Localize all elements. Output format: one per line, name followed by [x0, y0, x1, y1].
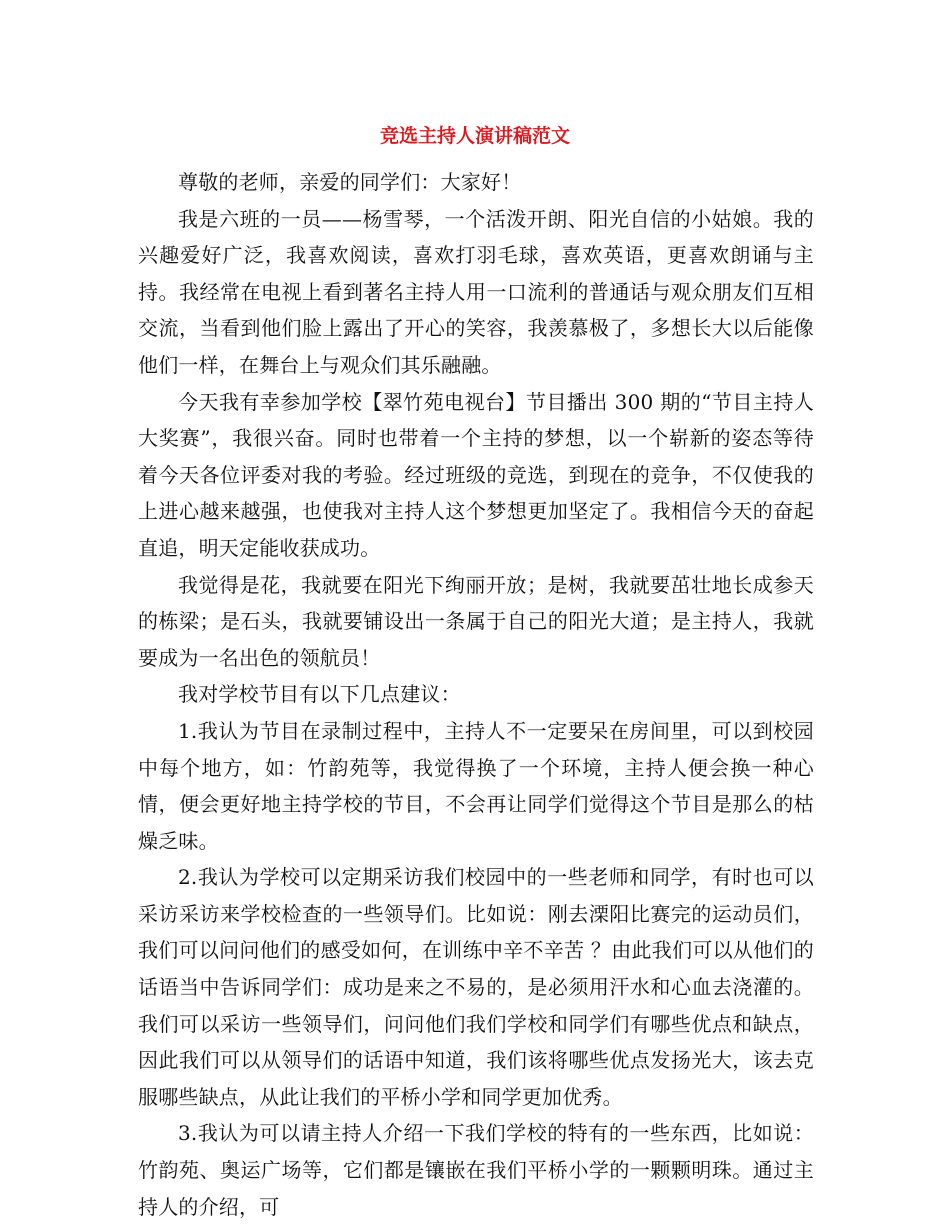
paragraph-suggestion-2: 2.我认为学校可以定期采访我们校园中的一些老师和同学，有时也可以采访采访来学校检查的一些领导们。比如说：刚去溧阳比赛完的运动员们，我们可以问问他们的感受如何，在训练中辛不辛苦 ？由此我们可以从他们的话语当中告诉同学们：成功是来之不易的，是必须用汗水和心血去浇灌的。我们可以采访一些领导们，问问他们我们学校和同学们有哪些优点和缺点，因此我们可以从领导们的话语中知道，我们该将哪些优点发扬光大，该去克服哪些缺点，从此让我们的平桥小学和同学更加优秀。 [138, 865, 814, 1109]
paragraph-suggestion-3: 3.我认为可以请主持人介绍一下我们学校的特有的一些东西，比如说：竹韵苑、奥运广场等，它们都是镶嵌在我们平桥小学的一颗颗明珠。通过主持人的介绍，可 [138, 1121, 814, 1219]
paragraph-greeting: 尊敬的老师，亲爱的同学们：大家好！ [178, 170, 522, 194]
document-body [138, 164, 814, 1225]
paragraph-aspiration: 我觉得是花，我就要在阳光下绚丽开放；是树，我就要茁壮地长成参天的栋梁；是石头，我就要铺设出一条属于自己的阳光大道；是主持人，我就要成为一名出色的领航员！ [138, 572, 814, 670]
paragraph-competition: 今天我有幸参加学校【翠竹苑电视台】节目播出 300 期的“节目主持人大奖赛”，我很兴奋。同时也带着一个主持的梦想，以一个崭新的姿态等待着今天各位评委对我的考验。经过班级的竞选，到现在的竞争，不仅使我的上进心越来越强，也使我对主持人这个梦想更加坚定了。我相信今天的奋起直追，明天定能收获成功。 [138, 389, 814, 560]
document-title: 竞选主持人演讲稿范文 [379, 125, 570, 147]
paragraph-self-introduction: 我是六班的一员——杨雪琴，一个活泼开朗、阳光自信的小姑娘。我的兴趣爱好广泛，我喜欢阅读，喜欢打羽毛球，喜欢英语，更喜欢朗诵与主持。我经常在电视上看到著名主持人用一口流利的普通话与观众朋友们互相交流，当看到他们脸上露出了开心的笑容，我羡慕极了，多想长大以后能像他们一样，在舞台上与观众们其乐融融。 [138, 206, 814, 377]
paragraph-suggestions-intro: 我对学校节目有以下几点建议： [178, 682, 461, 707]
paragraph-suggestion-1: 1.我认为节目在录制过程中，主持人不一定要呆在房间里，可以到校园中每个地方，如：竹韵苑等，我觉得换了一个环境，主持人便会换一种心情，便会更好地主持学校的节目，不会再让同学们觉得这个节目是那么的枯燥乏味。 [138, 718, 814, 853]
